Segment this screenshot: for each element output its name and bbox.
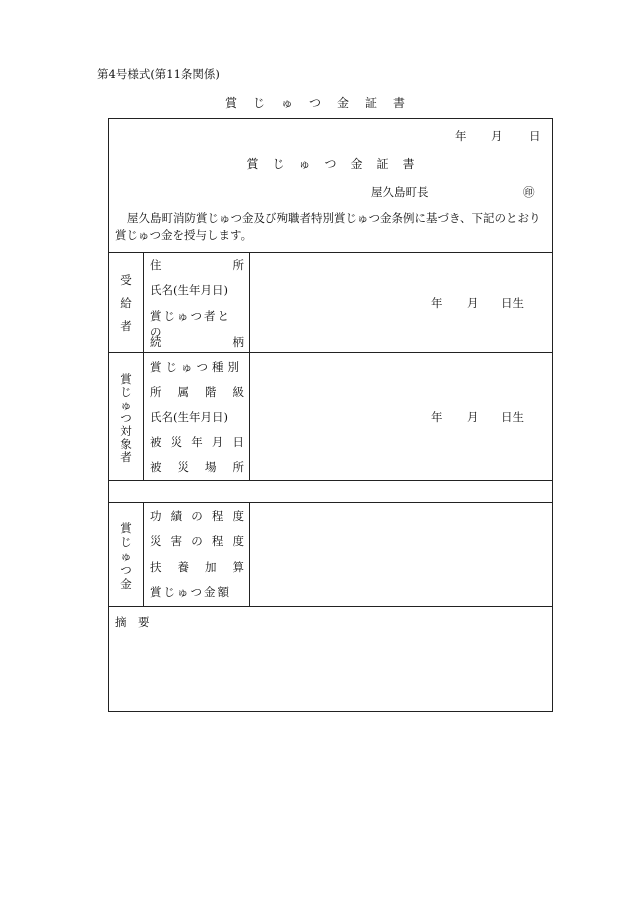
award-amount-label: 賞じゅつ金額 bbox=[150, 585, 231, 599]
recipient-birth-day: 日生 bbox=[501, 296, 524, 310]
recipient-birth-month: 月 bbox=[467, 296, 479, 310]
recipient-address-label: 住 所 bbox=[150, 258, 244, 272]
certificate-title: 賞じゅつ金証書 bbox=[246, 157, 429, 171]
disaster-degree-label: 災 害 の 程 度 bbox=[150, 534, 244, 548]
recipient-relation-label: 賞じゅつ者との bbox=[150, 309, 231, 339]
divider bbox=[109, 252, 552, 253]
remarks-label: 摘 要 bbox=[115, 615, 150, 629]
divider bbox=[143, 252, 144, 480]
divider bbox=[249, 502, 250, 606]
divider bbox=[109, 502, 552, 503]
mayor-name: 屋久島町長 bbox=[371, 185, 429, 199]
divider bbox=[109, 352, 552, 353]
affiliation-rank-label: 所 属 階 級 bbox=[150, 385, 244, 399]
recipient-relation-label-2: 続 柄 bbox=[150, 335, 244, 349]
subject-birth-year: 年 bbox=[431, 410, 443, 424]
dependent-addition-label: 扶 養 加 算 bbox=[150, 560, 244, 574]
disaster-date-label: 被 災 年 月 日 bbox=[150, 435, 244, 449]
subject-label: 賞 じ ゅ つ 対 象 者 bbox=[120, 372, 132, 464]
recipient-label: 受 給 者 bbox=[120, 273, 132, 333]
date-year: 年 bbox=[455, 129, 467, 143]
subject-birth-month: 月 bbox=[467, 410, 479, 424]
subject-birth-day: 日生 bbox=[501, 410, 524, 424]
award-label: 賞 じ ゅ つ 金 bbox=[120, 521, 132, 591]
merit-degree-label: 功 績 の 程 度 bbox=[150, 509, 244, 523]
divider bbox=[109, 480, 552, 481]
disaster-place-label: 被 災 場 所 bbox=[150, 460, 244, 474]
date-day: 日 bbox=[529, 129, 541, 143]
divider bbox=[109, 606, 552, 607]
seal-mark: ㊞ bbox=[523, 185, 535, 199]
certificate-form bbox=[108, 118, 553, 712]
document-title: 賞じゅつ金証書 bbox=[224, 96, 421, 110]
award-type-label: 賞じゅつ種別 bbox=[150, 360, 243, 374]
divider bbox=[249, 252, 250, 480]
divider bbox=[143, 502, 144, 606]
recipient-birth-year: 年 bbox=[431, 296, 443, 310]
date-month: 月 bbox=[491, 129, 503, 143]
certificate-body-text: 屋久島町消防賞じゅつ金及び殉職者特別賞じゅつ金条例に基づき、下記のとおり賞じゅつ金を授与します。 bbox=[115, 211, 541, 242]
recipient-name-label: 氏名(生年月日) bbox=[150, 283, 228, 297]
form-number: 第4号様式(第11条関係) bbox=[97, 67, 220, 81]
subject-name-label: 氏名(生年月日) bbox=[150, 410, 228, 424]
